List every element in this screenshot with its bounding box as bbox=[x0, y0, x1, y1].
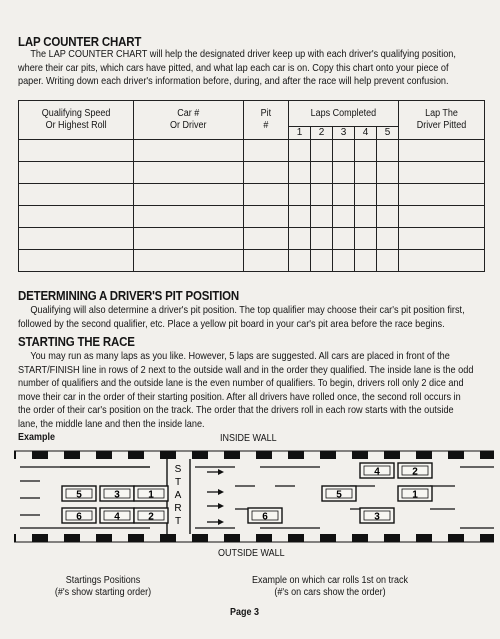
table-row bbox=[19, 162, 485, 184]
caption-right-note: (#'s on cars show the order) bbox=[274, 587, 386, 598]
svg-text:2: 2 bbox=[148, 511, 154, 523]
col-laps-completed: Laps Completed bbox=[289, 101, 399, 127]
lap-5-header: 5 bbox=[377, 127, 399, 140]
starting-race-body: You may run as many laps as you like. However, 5 laps are suggested. All cars are placed in front of the START/FINISH line in rows of 2 next to the outside wall and in the order they qualified. The inside lane is the odd number of qualifiers and the outside lane is the even number of qualifiers. To begin, drivers roll only 2 dice and move their car in the order of their starting position. After all drivers have rolled once, the second roll occurs in the order of their car's position on the track. The order that the drivers roll in each row starts with the outside lane, the middle lane and then the inside lane. bbox=[18, 351, 474, 430]
table-row bbox=[19, 228, 485, 250]
caption-right-title: Example on which car rolls 1st on track bbox=[251, 575, 409, 586]
col-lap-pitted: Lap The Driver Pitted bbox=[399, 101, 485, 140]
col-pit-number: Pit # bbox=[244, 101, 289, 140]
svg-text:6: 6 bbox=[262, 511, 268, 523]
svg-text:4: 4 bbox=[374, 466, 380, 478]
start-car-top-2 bbox=[100, 486, 134, 501]
svg-text:5: 5 bbox=[76, 489, 82, 501]
inside-wall-label: INSIDE WALL bbox=[220, 433, 277, 444]
track-car-6 bbox=[248, 508, 282, 523]
lap-4-header: 4 bbox=[355, 127, 377, 140]
start-car-top-3 bbox=[134, 486, 168, 501]
svg-text:5: 5 bbox=[336, 489, 342, 501]
svg-text:3: 3 bbox=[374, 511, 380, 523]
svg-text:6: 6 bbox=[76, 511, 82, 523]
table-row bbox=[19, 140, 485, 162]
track-diagram bbox=[0, 446, 500, 546]
track-car-1 bbox=[398, 486, 432, 501]
start-car-bottom-3 bbox=[134, 508, 168, 523]
track-car-5 bbox=[322, 486, 356, 501]
cars bbox=[62, 463, 432, 523]
track-car-3 bbox=[360, 508, 394, 523]
start-finish-label: S T A R T bbox=[174, 464, 182, 527]
table-row bbox=[19, 250, 485, 272]
start-car-bottom-2 bbox=[100, 508, 134, 523]
start-car-top-1 bbox=[62, 486, 96, 501]
lap-1-header: 1 bbox=[289, 127, 311, 140]
caption-right bbox=[240, 575, 420, 599]
table-row bbox=[19, 206, 485, 228]
caption-left bbox=[36, 575, 171, 599]
track-car-4 bbox=[360, 463, 394, 478]
pit-position-body: Qualifying will also determine a driver's pit position. The top qualifier may choose their car's pit position first, followed by the second qualifier, etc. Place a yellow pit board in your car's pit area before the race begins. bbox=[18, 305, 465, 330]
svg-text:2: 2 bbox=[412, 466, 418, 478]
svg-text:1: 1 bbox=[412, 489, 418, 501]
page-number: Page 3 bbox=[230, 607, 260, 618]
svg-text:1: 1 bbox=[148, 489, 154, 501]
caption-left-note: (#'s show starting order) bbox=[54, 587, 152, 598]
col-qualifying-speed: Qualifying Speed Or Highest Roll bbox=[19, 101, 134, 140]
starting-race-heading: STARTING THE RACE bbox=[18, 335, 135, 349]
outside-wall bbox=[14, 534, 494, 542]
caption-left-title: Startings Positions bbox=[65, 575, 141, 586]
lap-counter-table bbox=[18, 100, 485, 272]
table-row bbox=[19, 184, 485, 206]
direction-arrows bbox=[207, 469, 224, 525]
outside-wall-label: OUTSIDE WALL bbox=[218, 548, 285, 559]
start-car-bottom-1 bbox=[62, 508, 96, 523]
lap-counter-intro: The LAP COUNTER CHART will help the designated driver keep up with each driver's qualifying position, where their car pits, which cars have pitted, and what lap each car is on. Copy this chart onto your piece of paper. Writing down each driver's information before, during, and after the race will help prevent confusion. bbox=[18, 49, 456, 87]
lap-2-header: 2 bbox=[311, 127, 333, 140]
example-label: Example bbox=[18, 432, 56, 443]
inside-wall bbox=[14, 451, 494, 459]
pit-position-heading: DETERMINING A DRIVER'S PIT POSITION bbox=[18, 289, 240, 303]
track-car-2 bbox=[398, 463, 432, 478]
lap-3-header: 3 bbox=[333, 127, 355, 140]
col-car-number: Car # Or Driver bbox=[134, 101, 244, 140]
lap-counter-heading: LAP COUNTER CHART bbox=[18, 35, 142, 49]
svg-text:4: 4 bbox=[114, 511, 120, 523]
svg-text:3: 3 bbox=[114, 489, 120, 501]
